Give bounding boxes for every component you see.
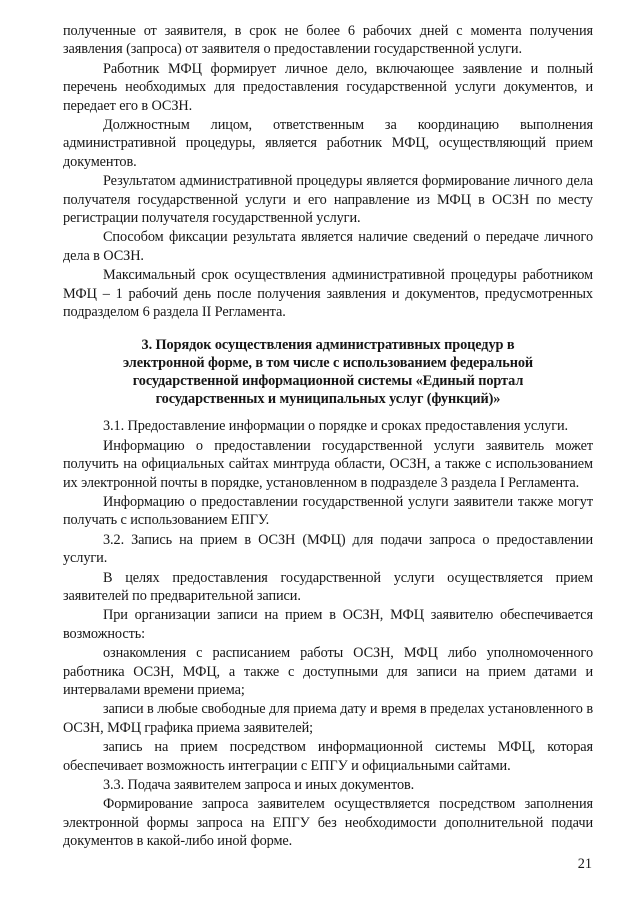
paragraph: Информацию о предоставлении государственной услуги заявители также могут получать с использованием ЕПГУ. [63,493,593,529]
paragraph: полученные от заявителя, в срок не более 6 рабочих дней с момента получения заявления (запроса) от заявителя о предоставлении государственной услуги. [63,23,593,58]
paragraph: В целях предоставления государственной услуги осуществляется прием заявителей по предварительной записи. [63,569,593,604]
paragraph: Информацию о предоставлении государственной услуги заявитель может получить на официальных сайтах минтруда области, ОСЗН, а также с использованием их электронной почты в порядке, установленном в подразделе 3 раздела I Регламента. [63,437,593,491]
paragraph: При организации записи на прием в ОСЗН, МФЦ заявителю обеспечивается возможность: [63,607,593,642]
document-page [63,22,593,852]
paragraph: 3.2. Запись на прием в ОСЗН (МФЦ) для подачи запроса о предоставлении услуги. [63,531,593,567]
paragraph: Работник МФЦ формирует личное дело, включающее заявление и полный перечень необходимых для предоставления государственной услуги документов, и передает его в ОСЗН. [63,60,593,114]
paragraph: 3.1. Предоставление информации о порядке и сроках предоставления услуги. [103,418,568,435]
paragraph: Формирование запроса заявителем осуществляется посредством заполнения электронной формы запроса на ЕПГУ без необходимости дополнительной подачи документов в какой-либо иной форме. [63,796,593,850]
section-heading: 3. Порядок осуществления административных процедур в электронной форме, в том числе с использованием федеральной государственной информационной системы «Единый портал государственных и муниципальных услуг (функций)» [122,336,534,408]
paragraph: 3.3. Подача заявителем запроса и иных документов. [103,777,415,794]
paragraph: Должностным лицом, ответственным за координацию выполнения административной процедуры, является работник МФЦ, осуществляющий прием документов. [63,117,593,170]
page-number: 21 [577,856,592,872]
paragraph: Максимальный срок осуществления административной процедуры работником МФЦ – 1 рабочий день после получения заявления и документов, предусмотренных подразделом 6 раздела II Регламента. [63,267,593,321]
paragraph: Способом фиксации результата является наличие сведений о передаче личного дела в ОСЗН. [63,229,593,264]
paragraph: Результатом административной процедуры является формирование личного дела получателя государственной услуги и его направление из МФЦ в ОСЗН по месту регистрации получателя государственной услуги. [63,173,593,227]
paragraph: запись на прием посредством информационной системы МФЦ, которая обеспечивает возможность интеграции с ЕПГУ и официальными сайтами. [63,739,593,774]
paragraph: записи в любые свободные для приема дату и время в пределах установленного в ОСЗН, МФЦ графика приема заявителей; [63,701,593,736]
paragraph: ознакомления с расписанием работы ОСЗН, МФЦ либо уполномоченного работника ОСЗН, МФЦ, а также с доступными для записи на прием датами и интервалами времени приема; [63,645,593,698]
